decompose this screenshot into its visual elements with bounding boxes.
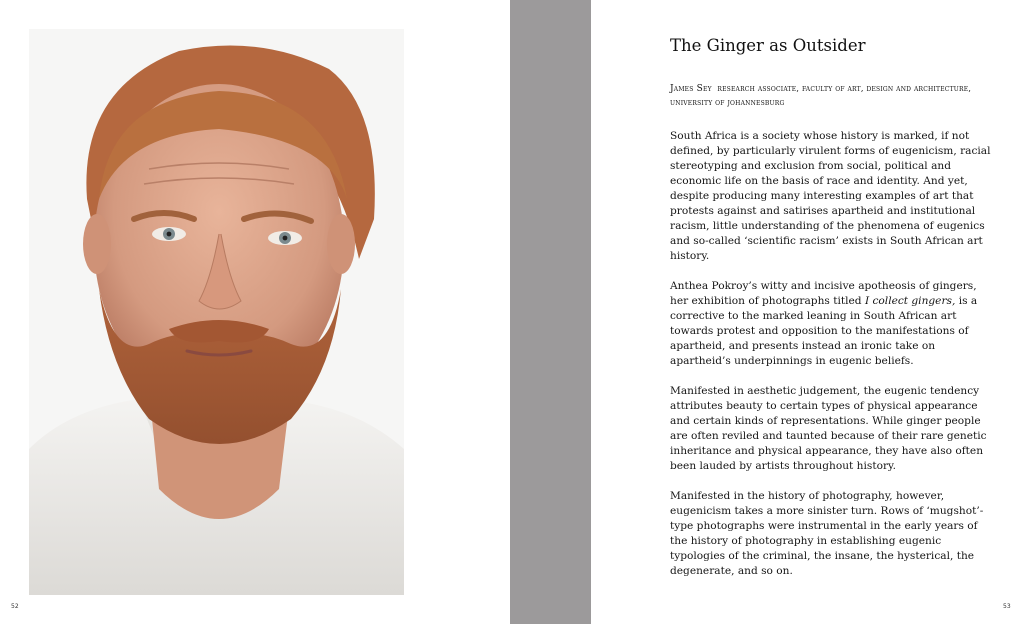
portrait-illustration: [29, 29, 404, 595]
paragraph-2: [670, 279, 992, 369]
exhibition-title: I collect gingers,: [864, 295, 956, 307]
byline: [670, 82, 1000, 109]
right-page: [591, 0, 1021, 624]
article-body: [670, 129, 992, 579]
paragraph-2-part-1: Anthea Pokroy’s witty and incisive apotheosis of gingers, her exhibition of photographs titled: [670, 280, 977, 307]
page-gutter: [510, 0, 591, 624]
article-title: The Ginger as Outsider: [670, 36, 866, 55]
portrait-photo: [29, 29, 404, 595]
paragraph-4: Manifested in the history of photography, however, eugenicism takes a more sinister turn. Rows of ‘mugshot’-type photographs were instrumental in the early years of the history of photography in establishing eugenic typologies of the criminal, the insane, the hysterical, the degenerate, and so on.: [670, 490, 984, 577]
left-page: [0, 0, 510, 624]
paragraph-3: Manifested in aesthetic judgement, the eugenic tendency attributes beauty to certain types of physical appearance and certain kinds of representations. While ginger people are often reviled and taunted because of their rare genetic inheritance and physical appearance, they have also often been lauded by artists throughout history.: [670, 385, 987, 472]
paragraph-2-part-2: is a corrective to the marked leaning in South African art towards protest and opposition to the manifestations of apartheid, and presents instead an ironic take on apartheid’s underpinnings in eugenic beliefs.: [670, 295, 978, 367]
page-number-right: 53: [1003, 603, 1011, 610]
author-affiliation: research associate, faculty of art, design and architecture, university of johannesburg: [670, 83, 972, 107]
paragraph-1: South Africa is a society whose history is marked, if not defined, by particularly virulent forms of eugenicism, racial stereotyping and exclusion from social, political and economic life on the basis of race and identity. And yet, despite producing many interesting examples of art that protests against and satirises apartheid and institutional racism, little understanding of the phenomena of eugenics and so-called ‘scientific racism’ exists in South African art history.: [670, 130, 991, 262]
page-number-left: 52: [11, 603, 19, 610]
author-name: James Sey: [670, 84, 712, 94]
